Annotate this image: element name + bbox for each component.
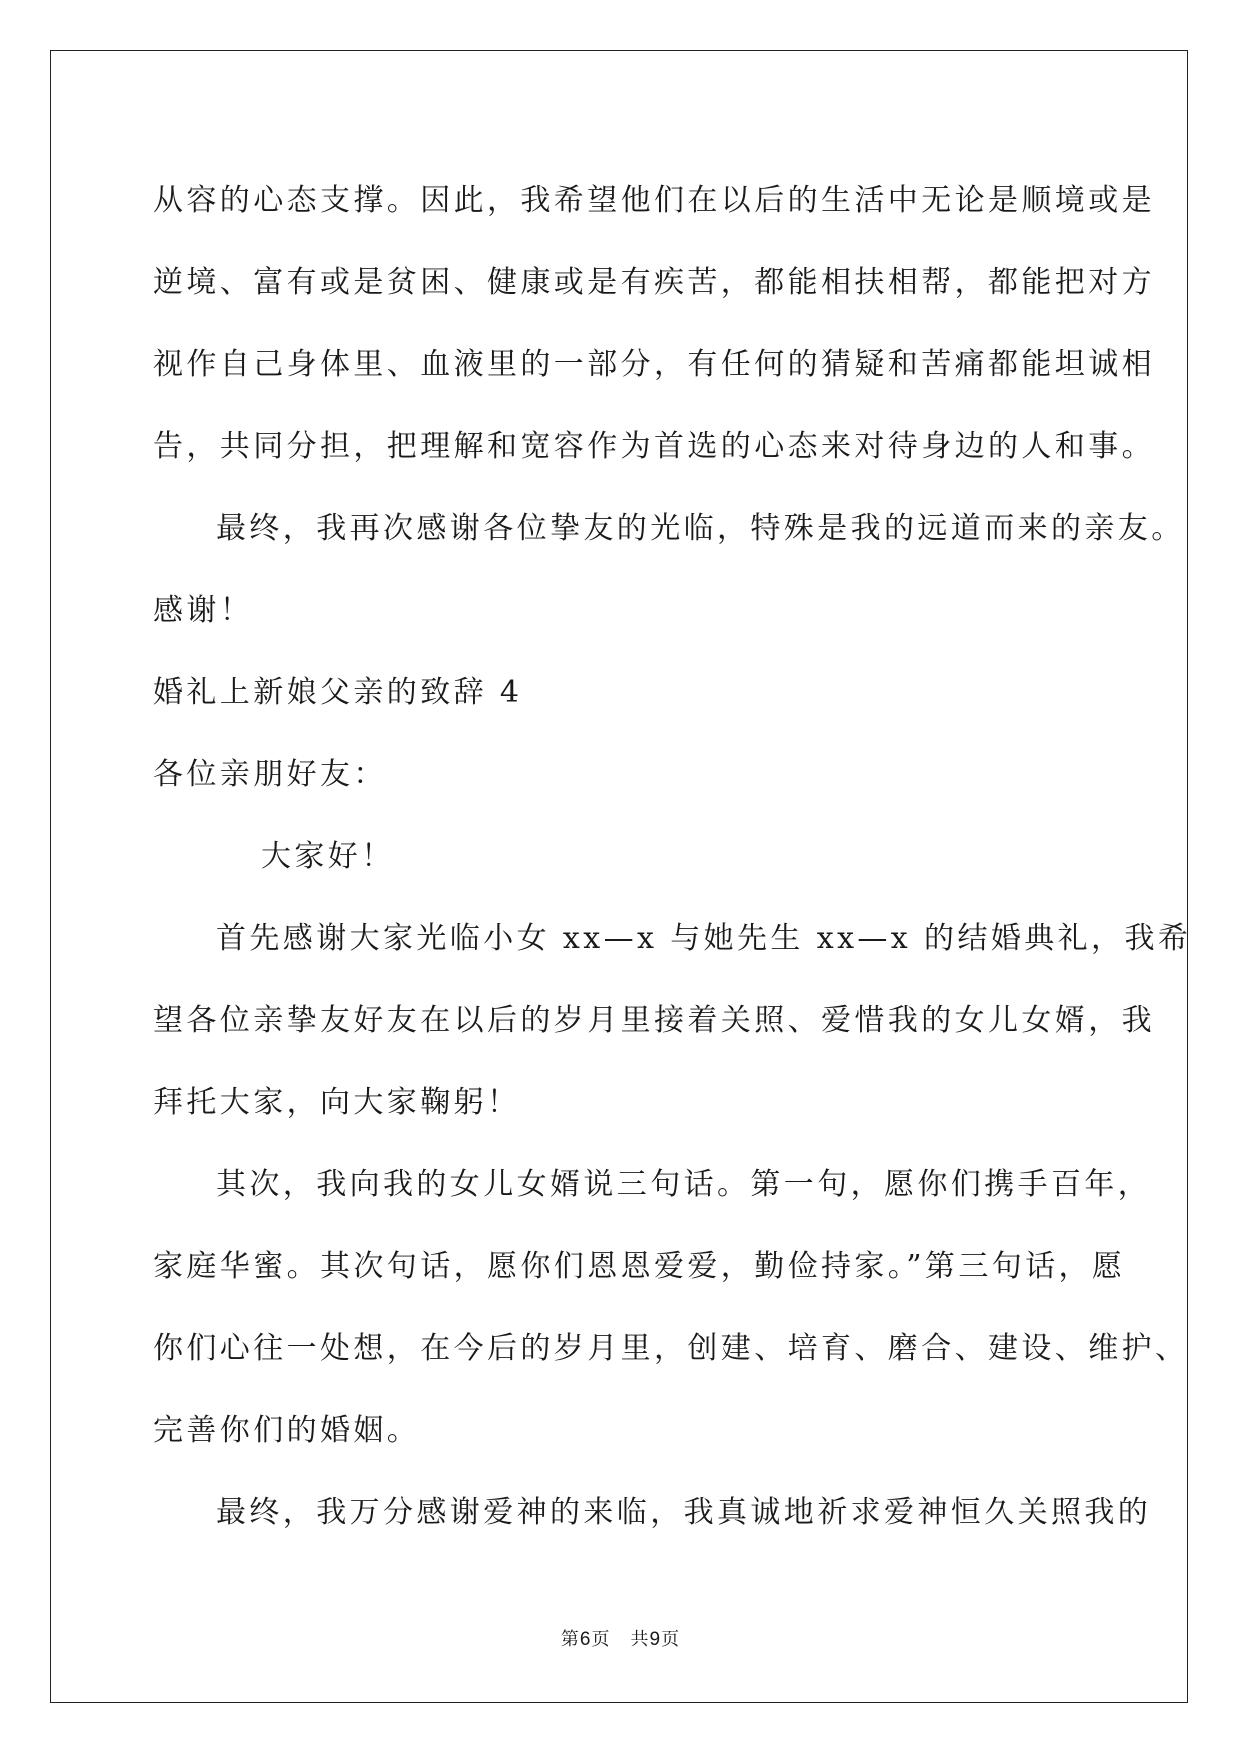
greeting: 大家好！ [261,839,395,874]
total-page-number: 9 [649,1629,662,1650]
footer-total-prefix: 共 [630,1629,650,1650]
text-line-6: 感谢！ [153,593,254,628]
document-body [153,160,1192,1554]
text-line-11: 望各位亲挚友好友在以后的岁月里接着关照、爱惜我的女儿女婿，我 [153,1003,1155,1038]
text-line-3: 视作自己身体里、血液里的一部分，有任何的猜疑和苦痛都能坦诚相 [153,347,1155,382]
text-line-14: 家庭华蜜。其次句话，愿你们恩恩爱爱，勤俭持家。”第三句话，愿 [153,1249,1126,1284]
footer-page-suffix: 页 [591,1629,611,1650]
footer-total-suffix: 页 [661,1629,681,1650]
text-line-17: 最终，我万分感谢爱神的来临，我真诚地祈求爱神恒久关照我的 [216,1495,1152,1530]
text-line-4: 告，共同分担，把理解和宽容作为首选的心态来对待身边的人和事。 [153,429,1155,464]
salutation: 各位亲朋好友： [153,757,387,792]
text-line-12: 拜托大家，向大家鞠躬！ [153,1085,521,1120]
current-page-number: 6 [579,1629,592,1650]
footer-prefix: 第 [560,1629,580,1650]
text-line-10: 首先感谢大家光临小女 xx—x 与她先生 xx—x 的结婚典礼，我希 [216,921,1192,956]
text-line-13: 其次，我向我的女儿女婿说三句话。第一句，愿你们携手百年， [216,1167,1152,1202]
text-line-15: 你们心往一处想，在今后的岁月里，创建、培育、磨合、建设、维护、 [153,1331,1189,1366]
section-heading: 婚礼上新娘父亲的致辞 4 [153,675,523,710]
text-line-2: 逆境、富有或是贫困、健康或是有疾苦，都能相扶相帮，都能把对方 [153,265,1155,300]
text-line-5: 最终，我再次感谢各位挚友的光临，特殊是我的远道而来的亲友。 [216,511,1185,546]
page-footer [0,1625,1241,1651]
text-line-1: 从容的心态支撑。因此，我希望他们在以后的生活中无论是顺境或是 [153,183,1155,218]
text-line-16: 完善你们的婚姻。 [153,1413,421,1448]
